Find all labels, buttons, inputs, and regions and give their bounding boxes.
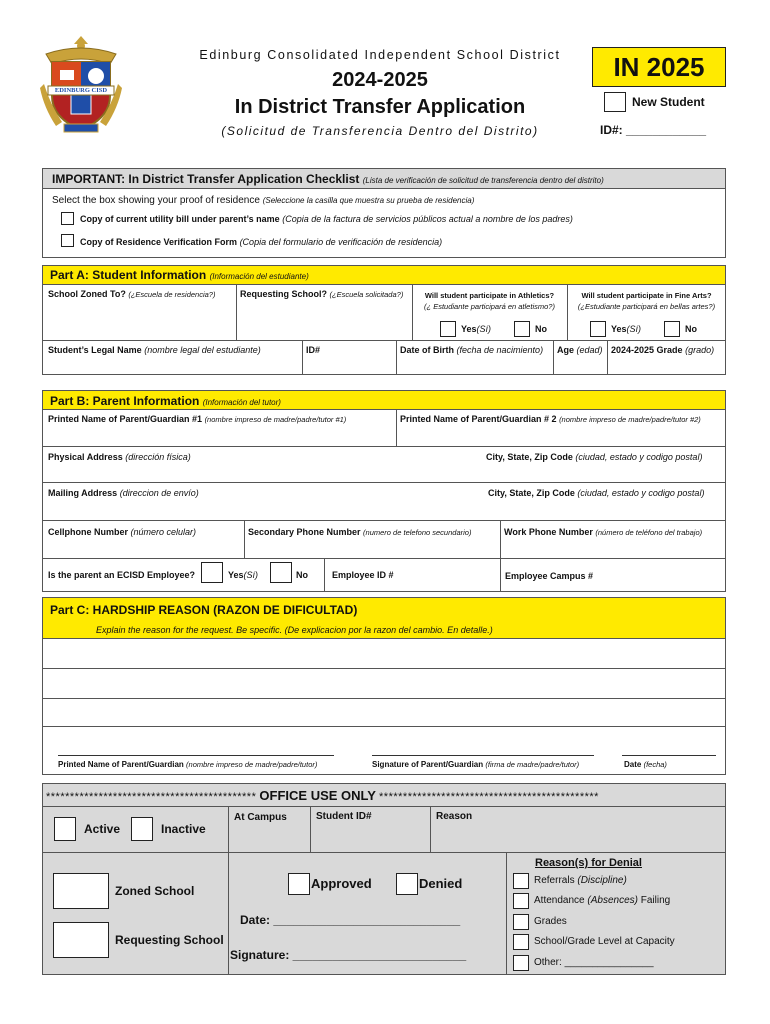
- finearts-yes-checkbox[interactable]: [590, 321, 606, 337]
- zoned-school-box[interactable]: [53, 873, 109, 909]
- logo-text: EDINBURG CISD: [54, 87, 108, 94]
- page-subtitle: (Solicitud de Transferencia Dentro del Distrito): [221, 124, 539, 138]
- new-student-checkbox[interactable]: [604, 92, 626, 112]
- district-logo: [40, 34, 122, 138]
- approved-label: Approved: [311, 876, 372, 891]
- printed-name-label[interactable]: Printed Name of Parent/Guardian (nombre impreso de madre/padre/tutor): [58, 760, 318, 769]
- athletics-no-label: No: [535, 324, 547, 334]
- zoned-school-label: Zoned School: [115, 884, 195, 898]
- grades-checkbox[interactable]: [513, 914, 529, 930]
- crest-icon: [40, 34, 122, 138]
- athletics-question: Will student participate in Athletics? (¿ Estudiante participará en atletismo?): [424, 291, 555, 311]
- residence-form-checkbox[interactable]: [61, 234, 74, 247]
- dob-field[interactable]: Date of Birth (fecha de nacimiento): [400, 345, 544, 355]
- legal-name-field[interactable]: Student’s Legal Name (nombre legal del estudiante): [48, 345, 261, 355]
- referrals-checkbox[interactable]: [513, 873, 529, 889]
- grade-field[interactable]: 2024-2025 Grade (grado): [611, 345, 715, 355]
- office-signature-field[interactable]: Signature: __________________________: [230, 948, 467, 962]
- residence-form-label: Copy of Residence Verification Form (Copia del formulario de verificación de residencia): [80, 237, 443, 247]
- attendance-label: Attendance (Absences) Failing: [534, 895, 671, 906]
- physical-address-field[interactable]: Physical Address (dirección física): [48, 452, 191, 462]
- new-student-label: New Student: [632, 95, 705, 109]
- employee-yes-label: Yes(Sí): [228, 570, 259, 580]
- denial-reasons-title: Reason(s) for Denial: [535, 857, 642, 869]
- office-reason-field[interactable]: Reason: [436, 811, 473, 822]
- inactive-checkbox[interactable]: [131, 817, 153, 841]
- physical-csz-field[interactable]: City, State, Zip Code (ciudad, estado y codigo postal): [486, 452, 703, 462]
- hardship-reason-textarea[interactable]: [43, 640, 725, 752]
- office-date-field[interactable]: Date: ____________________________: [240, 913, 461, 927]
- finearts-question: Will student participate in Fine Arts? (¿Estudiante participará en bellas artes?): [577, 291, 716, 311]
- school-zoned-field[interactable]: School Zoned To? (¿Escuela de residencia?): [48, 289, 216, 299]
- part-c-title: Part C: HARDSHIP REASON (RAZON DE DIFICULTAD): [50, 603, 358, 617]
- capacity-checkbox[interactable]: [513, 934, 529, 950]
- requesting-school-label: Requesting School: [115, 933, 224, 947]
- finearts-no-label: No: [685, 324, 697, 334]
- mailing-csz-field[interactable]: City, State, Zip Code (ciudad, estado y codigo postal): [488, 488, 705, 498]
- inactive-label: Inactive: [161, 822, 206, 836]
- requesting-school-box[interactable]: [53, 922, 109, 958]
- cellphone-field[interactable]: Cellphone Number (número celular): [48, 527, 197, 537]
- active-checkbox[interactable]: [54, 817, 76, 841]
- checklist-instruction: Select the box showing your proof of residence (Seleccione la casilla que muestra su prueba de residencia): [52, 195, 475, 206]
- referrals-label: Referrals (Discipline): [534, 875, 627, 886]
- office-header: ******************************************** OFFICE USE ONLY **********************************************: [46, 788, 599, 803]
- student-id-field[interactable]: ID#: [306, 345, 321, 355]
- office-student-id-field[interactable]: Student ID#: [316, 811, 372, 822]
- mailing-address-field[interactable]: Mailing Address (direccion de envío): [48, 488, 199, 498]
- form-code-badge: IN 2025: [592, 47, 726, 87]
- employee-yes-checkbox[interactable]: [201, 562, 223, 583]
- checklist-title: IMPORTANT: In District Transfer Application Checklist (Lista de verificación de solicitud de transferencia dentro del distrito): [52, 172, 604, 186]
- employee-no-label: No: [296, 570, 308, 580]
- school-year: 2024-2025: [332, 69, 428, 91]
- denied-checkbox[interactable]: [396, 873, 418, 895]
- part-b-title: Part B: Parent Information (Información del tutor): [50, 394, 281, 408]
- parent1-name-field[interactable]: Printed Name of Parent/Guardian #1 (nombre impreso de madre/padre/tutor #1): [48, 414, 347, 424]
- employee-question: Is the parent an ECISD Employee?: [48, 570, 196, 580]
- work-phone-field[interactable]: Work Phone Number (número de teléfono del trabajo): [504, 527, 703, 537]
- approved-checkbox[interactable]: [288, 873, 310, 895]
- employee-campus-field[interactable]: Employee Campus #: [505, 571, 594, 581]
- part-c-instructions: Explain the reason for the request. Be specific. (De explicacion por la razon del cambio. En detalle.): [96, 625, 493, 635]
- capacity-label: School/Grade Level at Capacity: [534, 936, 675, 947]
- athletics-no-checkbox[interactable]: [514, 321, 530, 337]
- grades-label: Grades: [534, 916, 567, 927]
- denied-label: Denied: [419, 876, 463, 891]
- finearts-yes-label: Yes(Sí): [611, 324, 642, 334]
- secondary-phone-field[interactable]: Secondary Phone Number (numero de telefono secundario): [248, 527, 472, 537]
- requesting-school-field[interactable]: Requesting School? (¿Escuela solicitada?): [240, 289, 404, 299]
- employee-id-field[interactable]: Employee ID #: [332, 570, 394, 580]
- age-field[interactable]: Age (edad): [557, 345, 603, 355]
- finearts-no-checkbox[interactable]: [664, 321, 680, 337]
- parent2-name-field[interactable]: Printed Name of Parent/Guardian # 2 (nombre impreso de madre/padre/tutor #2): [400, 414, 701, 424]
- athletics-yes-label: Yes(Sí): [461, 324, 492, 334]
- page-title: In District Transfer Application: [234, 96, 526, 118]
- other-checkbox[interactable]: [513, 955, 529, 971]
- district-name: Edinburg Consolidated Independent School District: [199, 48, 561, 62]
- other-field[interactable]: Other: ________________: [534, 957, 654, 968]
- signature-label[interactable]: Signature of Parent/Guardian (firma de madre/padre/tutor): [372, 760, 580, 769]
- utility-bill-checkbox[interactable]: [61, 212, 74, 225]
- active-label: Active: [84, 822, 121, 836]
- utility-bill-label: Copy of current utility bill under parent’s name (Copia de la factura de servicios públicos actual a nombre de los padres): [80, 214, 573, 224]
- at-campus-field[interactable]: At Campus: [234, 812, 287, 823]
- attendance-checkbox[interactable]: [513, 893, 529, 909]
- id-field[interactable]: ID#: ____________: [600, 123, 707, 137]
- date-label[interactable]: Date (fecha): [624, 760, 667, 769]
- part-a-title: Part A: Student Information (Información del estudiante): [50, 268, 309, 282]
- athletics-yes-checkbox[interactable]: [440, 321, 456, 337]
- employee-no-checkbox[interactable]: [270, 562, 292, 583]
